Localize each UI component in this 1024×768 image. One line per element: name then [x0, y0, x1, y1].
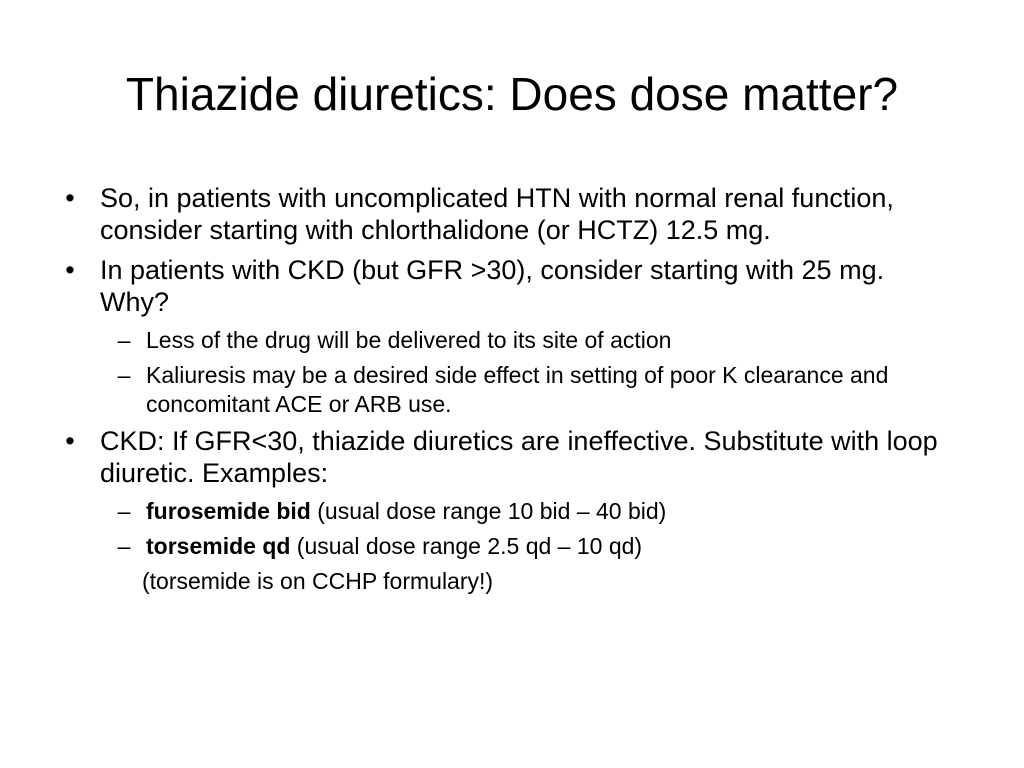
sub-bullet-item	[58, 361, 958, 419]
drug-name: furosemide bid	[146, 498, 311, 524]
sub-bullet-item	[58, 532, 958, 561]
bullet-marker: •	[65, 255, 75, 285]
sub-bullet-text: Kaliuresis may be a desired side effect in setting of poor K clearance and concomitant ACE or ARB use.	[146, 362, 889, 417]
drug-name: torsemide qd	[146, 533, 291, 559]
dash-marker: –	[117, 498, 131, 524]
slide-title: Thiazide diuretics: Does dose matter?	[125, 68, 899, 120]
bullet-item	[58, 254, 958, 318]
bullet-item	[58, 182, 958, 246]
sub-bullet-text: Less of the drug will be delivered to its site of action	[146, 327, 672, 353]
bullet-text: So, in patients with uncomplicated HTN with normal renal function, consider starting with chlorthalidone (or HCTZ) 12.5 mg.	[100, 183, 894, 245]
dose-range-text: (usual dose range 10 bid – 40 bid)	[310, 498, 667, 524]
slide-content	[58, 182, 958, 596]
bullet-text: CKD: If GFR<30, thiazide diuretics are ineffective. Substitute with loop diuretic. Examples:	[100, 426, 938, 488]
bullet-text: In patients with CKD (but GFR >30), consider starting with 25 mg. Why?	[100, 255, 885, 317]
bullet-item	[58, 425, 958, 489]
bullet-marker: •	[65, 426, 75, 456]
dose-range-text: (usual dose range 2.5 qd – 10 qd)	[290, 533, 643, 559]
bullet-marker: •	[65, 183, 75, 213]
sub-bullet-item	[58, 326, 958, 355]
sub-bullet-item	[58, 497, 958, 526]
dash-marker: –	[117, 362, 131, 388]
dash-marker: –	[117, 533, 131, 559]
dash-marker: –	[117, 327, 131, 353]
formulary-note: (torsemide is on CCHP formulary!)	[142, 568, 494, 594]
